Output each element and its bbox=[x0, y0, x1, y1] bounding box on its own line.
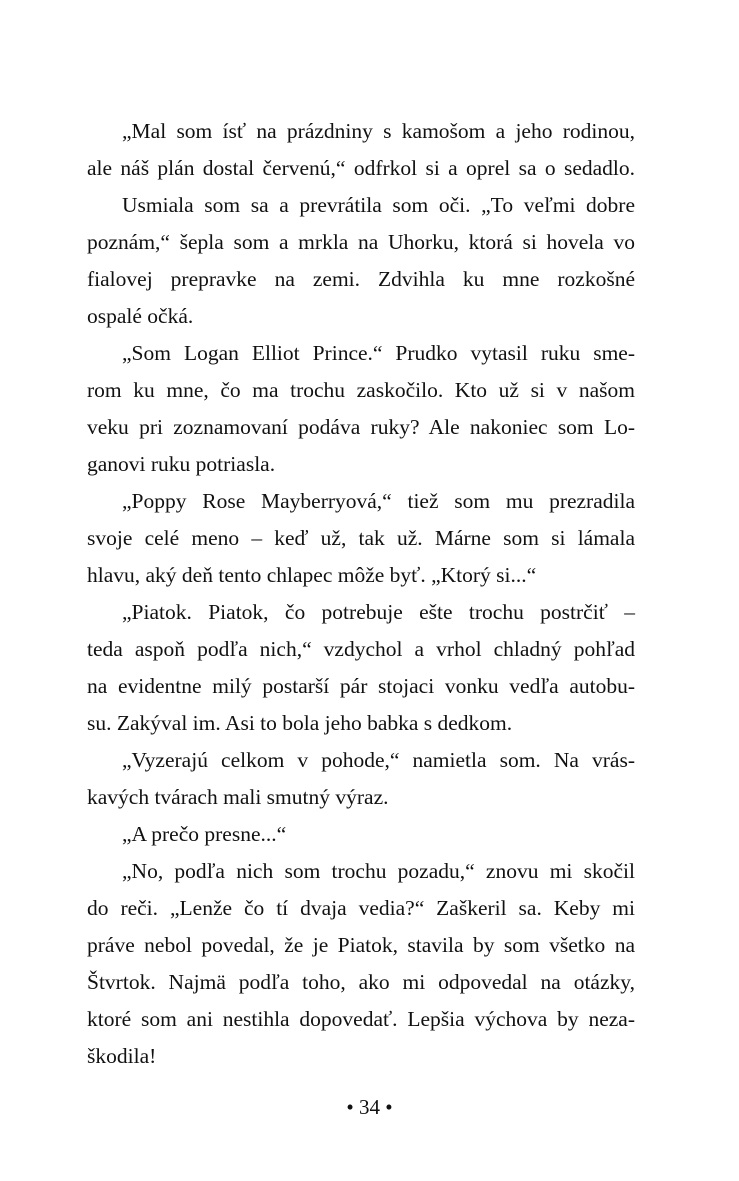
text-line: „Poppy Rose Mayberryová,“ tiež som mu prezradila bbox=[122, 489, 635, 513]
text-line: kavých tvárach mali smutný výraz. bbox=[87, 785, 389, 809]
text-line: ospalé očká. bbox=[87, 304, 194, 328]
text-line: fialovej prepravke na zemi. Zdvihla ku mne rozkošné bbox=[87, 267, 635, 291]
page-body-text bbox=[87, 113, 635, 1075]
text-line: „No, podľa nich som trochu pozadu,“ znovu mi skočil bbox=[122, 859, 635, 883]
text-line: rom ku mne, čo ma trochu zaskočilo. Kto už si v našom bbox=[87, 378, 635, 402]
text-line: veku pri zoznamovaní podáva ruky? Ale nakoniec som Lo- bbox=[87, 415, 635, 439]
text-line: „Mal som ísť na prázdniny s kamošom a jeho rodinou, bbox=[122, 119, 635, 143]
text-line: ale náš plán dostal červenú,“ odfrkol si a oprel sa o sedadlo. bbox=[87, 156, 635, 180]
text-line: do reči. „Lenže čo tí dvaja vedia?“ Zaškeril sa. Keby mi bbox=[87, 896, 635, 920]
text-line: ktoré som ani nestihla dopovedať. Lepšia výchova by neza- bbox=[87, 1007, 635, 1031]
text-line: Štvrtok. Najmä podľa toho, ako mi odpovedal na otázky, bbox=[87, 970, 635, 994]
text-line: na evidentne milý postarší pár stojaci vonku vedľa autobu- bbox=[87, 674, 635, 698]
text-line: škodila! bbox=[87, 1044, 157, 1068]
text-line: „A prečo presne...“ bbox=[122, 822, 287, 846]
text-line: Usmiala som sa a prevrátila som oči. „To veľmi dobre bbox=[122, 193, 635, 217]
text-line: teda aspoň podľa nich,“ vzdychol a vrhol chladný pohľad bbox=[87, 637, 635, 661]
text-line: „Som Logan Elliot Prince.“ Prudko vytasil ruku sme- bbox=[122, 341, 635, 365]
text-line: svoje celé meno – keď už, tak už. Márne som si lámala bbox=[87, 526, 635, 550]
text-line: hlavu, aký deň tento chlapec môže byť. „Ktorý si...“ bbox=[87, 563, 537, 587]
text-line: „Piatok. Piatok, čo potrebuje ešte trochu postrčiť – bbox=[122, 600, 635, 624]
text-line: práve nebol povedal, že je Piatok, stavila by som všetko na bbox=[87, 933, 635, 957]
page-number: • 34 • bbox=[346, 1095, 393, 1119]
text-line: su. Zakýval im. Asi to bola jeho babka s dedkom. bbox=[87, 711, 513, 735]
text-line: „Vyzerajú celkom v pohode,“ namietla som. Na vrás- bbox=[122, 748, 635, 772]
text-line: ganovi ruku potriasla. bbox=[87, 452, 276, 476]
text-line: poznám,“ šepla som a mrkla na Uhorku, ktorá si hovela vo bbox=[87, 230, 635, 254]
